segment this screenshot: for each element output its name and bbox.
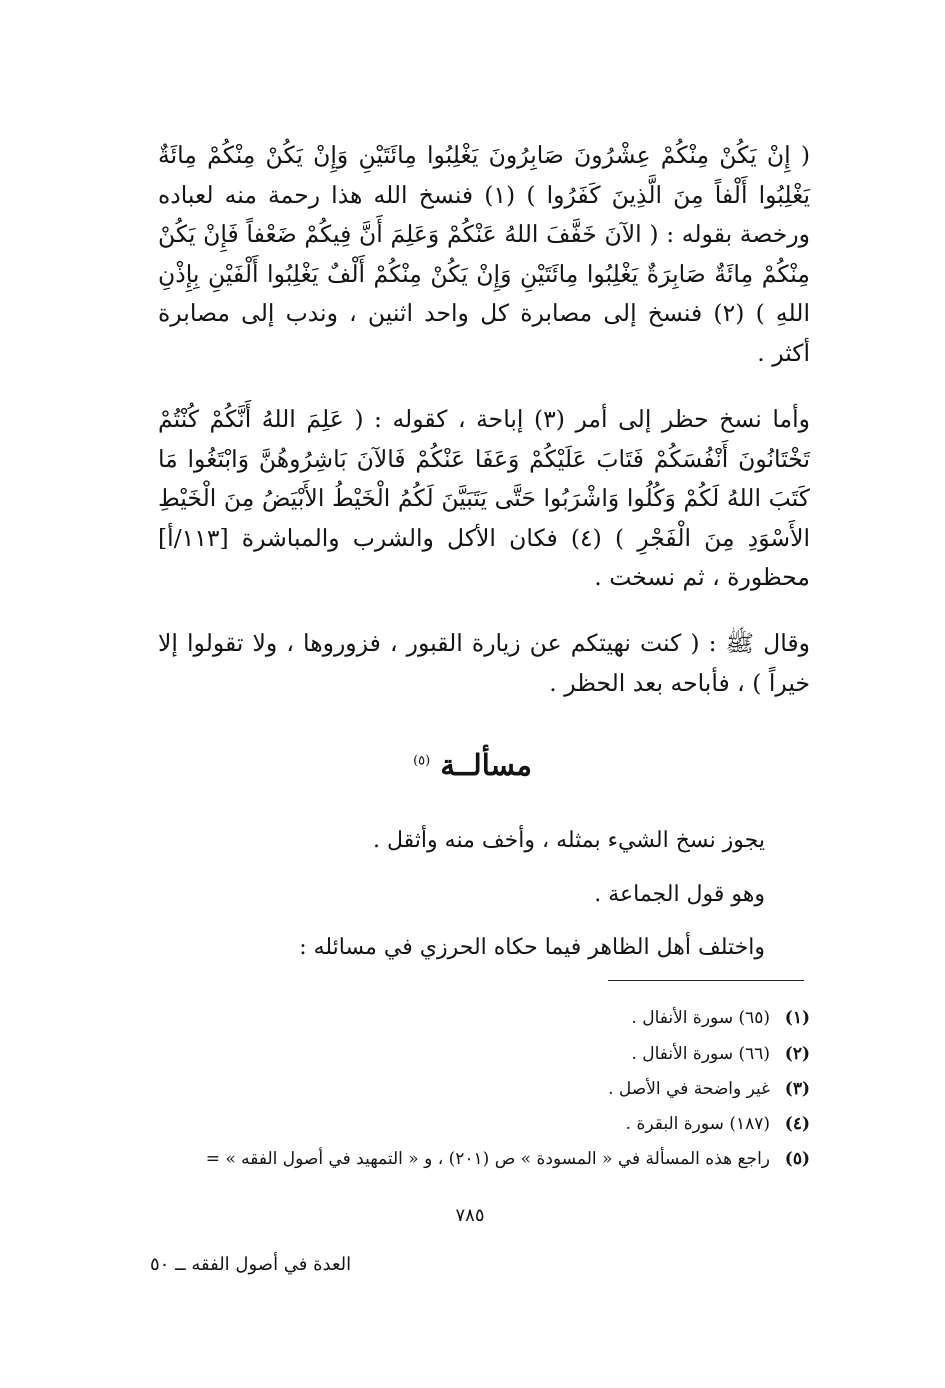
- footnote-text: غير واضحة في الأصل .: [608, 1079, 770, 1099]
- footnote-number: (٢): [784, 1044, 810, 1064]
- text-line: واختلف أهل الظاهر فيما حكاه الحرزي في مسائله :: [299, 935, 765, 960]
- footnote-text: (٦٦) سورة الأنفال .: [631, 1044, 770, 1064]
- footnote-divider: [608, 980, 804, 981]
- footnote-text: (١٨٧) سورة البقرة .: [625, 1114, 770, 1134]
- section-title: مسألــة: [440, 748, 532, 782]
- footnote: [120, 1110, 810, 1138]
- footnote-number: (٤): [784, 1114, 810, 1134]
- section-footnote-marker: (٥): [413, 753, 431, 769]
- footnote: [120, 1040, 810, 1068]
- paragraph-quran-verses: ( إِنْ يَكُنْ مِنْكُمْ عِشْرُونَ صَابِرُونَ يَغْلِبُوا مِائَتَيْنِ وَإِنْ يَكُنْ مِنْكُمْ مِائَةٌ يَغْلِبُوا أَلْفاً مِنَ الَّذِينَ كَفَرُوا ) (١) فنسخ الله هذا رحمة منه لعباده ورخصة بقوله : ( الآنَ خَفَّفَ اللهُ عَنْكُمْ وَعَلِمَ أَنَّ فِيكُمْ ضَعْفاً فَإِنْ يَكُنْ مِنْكُمْ مِائَةٌ صَابِرَةٌ يَغْلِبُوا مِائَتَيْنِ وَإِنْ يَكُنْ مِنْكُمْ أَلْفٌ يَغْلِبُوا أَلْفَيْنِ بِإِذْنِ اللهِ ) (٢) فنسخ إلى مصابرة كل واحد اثنين ، وندب إلى مصابرة أكثر .: [158, 141, 810, 367]
- text-line: وهو قول الجماعة .: [594, 882, 765, 907]
- footnote-number: (١): [784, 1008, 810, 1028]
- text-line: يجوز نسخ الشيء بمثله ، وأخف منه وأثقل .: [373, 828, 765, 853]
- footnote-text: راجع هذه المسألة في « المسودة » ص (٢٠١) ، و « التمهيد في أصول الفقه » =: [205, 1149, 770, 1169]
- footnote: [120, 1075, 810, 1103]
- printer-signature: العدة في أصول الفقه ــ ٥٠: [150, 1254, 352, 1275]
- paragraph-abrogation-prohibition: وأما نسخ حظر إلى أمر (٣) إباحة ، كقوله : ( عَلِمَ اللهُ أَنَّكُمْ كُنْتُمْ تَخْتَانُونَ أَنْفُسَكُمْ فَتَابَ عَلَيْكُمْ وَعَفَا عَنْكُمْ فَالآنَ بَاشِرُوهُنَّ وَابْتَغُوا مَا كَتَبَ اللهُ لَكُمْ وَكُلُوا وَاشْرَبُوا حَتَّى يَتَبَيَّنَ لَكُمُ الْخَيْطُ الأَبْيَضُ مِنَ الْخَيْطِ الأَسْوَدِ مِنَ الْفَجْرِ ) (٤) فكان الأكل والشرب والمباشرة [١١٣/أ] محظورة ، ثم نسخت .: [158, 405, 811, 591]
- footnote-number: (٣): [784, 1079, 810, 1099]
- paragraph-hadith-graves: وقال ﷺ : ( كنت نهيتكم عن زيارة القبور ، فزوروها ، ولا تقولوا إلا خيراً ) ، فأباحه بعد الحظر .: [158, 629, 810, 697]
- footnote-number: (٥): [784, 1149, 810, 1169]
- section-heading: [300, 740, 645, 790]
- footnote: [120, 1004, 810, 1032]
- footnote-text: (٦٥) سورة الأنفال .: [631, 1008, 770, 1028]
- page-number: ٧٨٥: [455, 1205, 485, 1226]
- footnote: [120, 1145, 810, 1173]
